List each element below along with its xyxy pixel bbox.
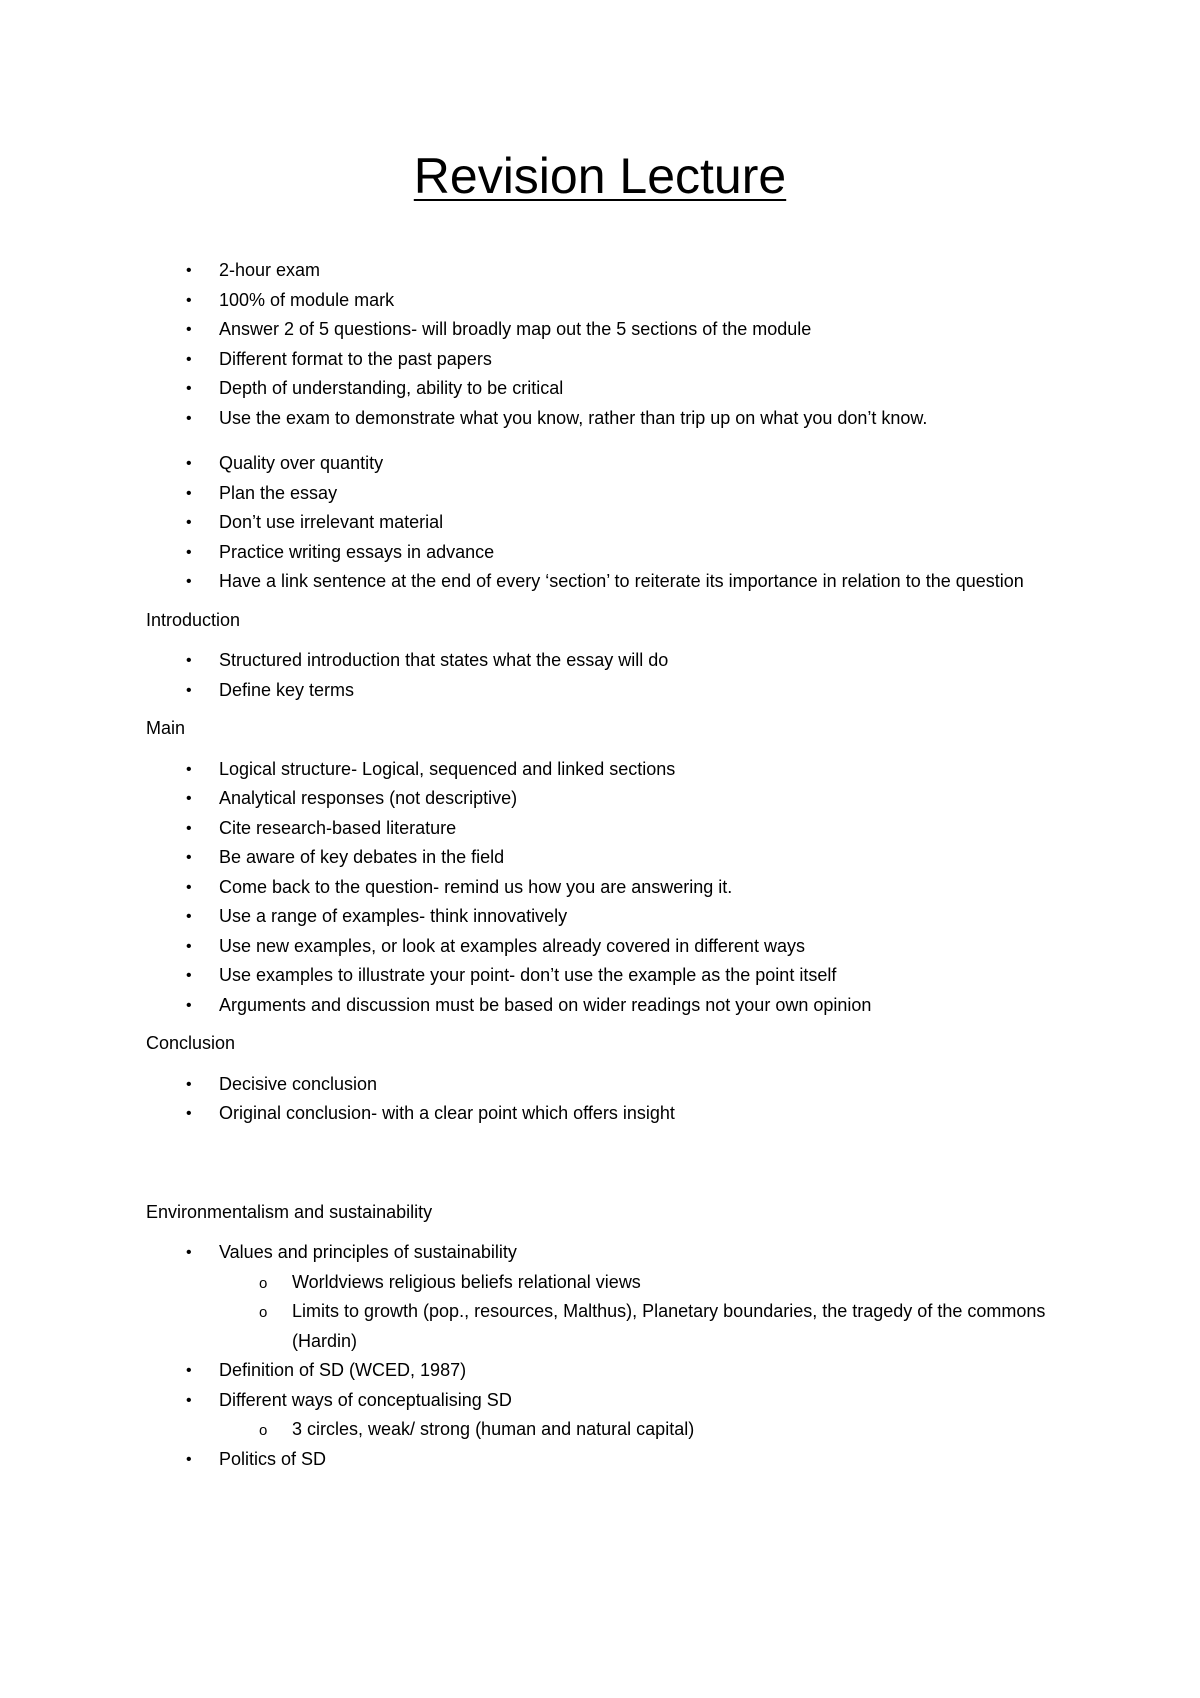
list-item-text: Use examples to illustrate your point- don’t use the example as the point itself: [219, 965, 837, 985]
list-item-text: Structured introduction that states what the essay will do: [219, 650, 669, 670]
list-item: [146, 315, 1086, 345]
list-item-text: Original conclusion- with a clear point which offers insight: [219, 1103, 675, 1123]
list-item: [146, 1356, 1086, 1386]
list-item: [146, 902, 1086, 932]
bullet-icon: •: [186, 681, 192, 699]
list-item-text: Don’t use irrelevant material: [219, 512, 444, 532]
list-item-text: Logical structure- Logical, sequenced and linked sections: [219, 758, 676, 779]
bullet-icon: •: [186, 878, 192, 896]
bullet-icon: •: [186, 1105, 192, 1122]
hollow-bullet-icon: o: [259, 1422, 268, 1439]
bullet-list-exam-info: [146, 256, 1086, 433]
bullet-icon: •: [186, 1362, 192, 1379]
list-item: [146, 755, 1086, 785]
bullet-icon: •: [186, 790, 192, 807]
bullet-list-conclusion: [146, 1070, 1086, 1129]
document-body: [146, 256, 1086, 1474]
bullet-icon: •: [186, 262, 192, 279]
bullet-list-essay-tips: [146, 449, 1086, 597]
page-title: Revision Lecture: [413, 148, 787, 204]
list-item-text: Analytical responses (not descriptive): [219, 788, 518, 808]
bullet-icon: •: [186, 760, 192, 778]
bullet-icon: •: [186, 543, 192, 561]
list-item: [146, 1238, 1086, 1356]
bullet-list-environmentalism: [146, 1238, 1086, 1474]
spacer: [146, 433, 1086, 449]
section-heading-main: Main: [146, 718, 186, 738]
list-item-text: Quality over quantity: [219, 453, 384, 473]
bullet-icon: •: [186, 350, 192, 368]
hollow-bullet-icon: o: [259, 1304, 268, 1321]
bullet-icon: •: [186, 321, 192, 338]
list-item: [146, 814, 1086, 844]
bullet-icon: •: [186, 967, 192, 984]
bullet-icon: •: [186, 484, 192, 502]
bullet-list-main: [146, 755, 1086, 1021]
list-item-text: Have a link sentence at the end of every ‘section’ to reiterate its importance in relation to the question: [219, 571, 1024, 591]
bullet-icon: •: [186, 1075, 192, 1093]
list-item: [146, 404, 1086, 434]
list-item-text: Be aware of key debates in the field: [219, 847, 505, 867]
bullet-icon: •: [186, 573, 192, 590]
list-item: [146, 1445, 1086, 1475]
list-item: [146, 961, 1086, 991]
list-item: [146, 479, 1086, 509]
list-item-text: Use the exam to demonstrate what you know, rather than trip up on what you don’t know.: [219, 407, 928, 428]
list-item: [146, 676, 1086, 706]
list-item-text: 100% of module mark: [219, 289, 395, 310]
sub-list-item-text: Worldviews religious beliefs relational views: [292, 1271, 641, 1292]
sub-list-item-text: 3 circles, weak/ strong (human and natural capital): [292, 1419, 695, 1439]
list-item: [146, 1099, 1086, 1129]
section-heading-conclusion: Conclusion: [146, 1033, 236, 1053]
section-heading-introduction: Introduction: [146, 609, 241, 630]
list-item: [146, 784, 1086, 814]
section-heading-environmentalism: Environmentalism and sustainability: [146, 1201, 433, 1222]
list-item-text: Values and principles of sustainability: [219, 1242, 517, 1262]
bullet-icon: •: [186, 849, 192, 866]
bullet-icon: •: [186, 908, 192, 925]
list-item: [146, 1386, 1086, 1445]
list-item-text: Depth of understanding, ability to be critical: [219, 378, 564, 398]
bullet-icon: •: [186, 291, 192, 309]
list-item: [146, 256, 1086, 286]
bullet-icon: •: [186, 937, 192, 955]
bullet-icon: •: [186, 455, 192, 472]
list-item: [146, 538, 1086, 568]
bullet-icon: •: [186, 514, 192, 531]
list-item-text: Use new examples, or look at examples already covered in different ways: [219, 935, 805, 956]
list-item-text: 2-hour exam: [219, 260, 321, 280]
list-item-text: Decisive conclusion: [219, 1073, 378, 1094]
sub-bullet-list: [219, 1415, 1086, 1445]
list-item-text: Use a range of examples- think innovatively: [219, 906, 568, 926]
spacer: [146, 1129, 1086, 1189]
list-item: [146, 567, 1086, 597]
bullet-icon: •: [186, 380, 192, 397]
bullet-list-introduction: [146, 646, 1086, 705]
list-item: [146, 1070, 1086, 1100]
list-item-text: Define key terms: [219, 679, 355, 700]
bullet-icon: •: [186, 1391, 192, 1409]
list-item: [146, 374, 1086, 404]
bullet-icon: •: [186, 819, 192, 837]
bullet-icon: •: [186, 1450, 192, 1468]
list-item-text: Politics of SD: [219, 1448, 327, 1469]
bullet-icon: •: [186, 996, 192, 1014]
sub-list-item-text: Limits to growth (pop., resources, Malthus), Planetary boundaries, the tragedy of the commons (Hardin): [292, 1301, 1046, 1351]
sub-list-item: [219, 1268, 1086, 1298]
list-item: [146, 345, 1086, 375]
list-item-text: Plan the essay: [219, 482, 338, 503]
sub-list-item: [219, 1297, 1086, 1356]
bullet-icon: •: [186, 1244, 192, 1261]
list-item-text: Arguments and discussion must be based on wider readings not your own opinion: [219, 994, 872, 1015]
list-item: [146, 508, 1086, 538]
list-item-text: Definition of SD (WCED, 1987): [219, 1360, 467, 1380]
list-item: [146, 646, 1086, 676]
list-item-text: Different format to the past papers: [219, 348, 492, 369]
bullet-icon: •: [186, 652, 192, 669]
list-item-text: Different ways of conceptualising SD: [219, 1389, 512, 1410]
sub-bullet-list: [219, 1268, 1086, 1357]
sub-list-item: [219, 1415, 1086, 1445]
bullet-icon: •: [186, 409, 192, 427]
list-item-text: Cite research-based literature: [219, 817, 457, 838]
list-item: [146, 843, 1086, 873]
list-item: [146, 286, 1086, 316]
list-item: [146, 991, 1086, 1021]
list-item-text: Practice writing essays in advance: [219, 541, 495, 562]
list-item-text: Answer 2 of 5 questions- will broadly map out the 5 sections of the module: [219, 319, 812, 339]
list-item-text: Come back to the question- remind us how you are answering it.: [219, 876, 733, 897]
list-item: [146, 932, 1086, 962]
list-item: [146, 873, 1086, 903]
list-item: [146, 449, 1086, 479]
hollow-bullet-icon: o: [259, 1274, 268, 1292]
